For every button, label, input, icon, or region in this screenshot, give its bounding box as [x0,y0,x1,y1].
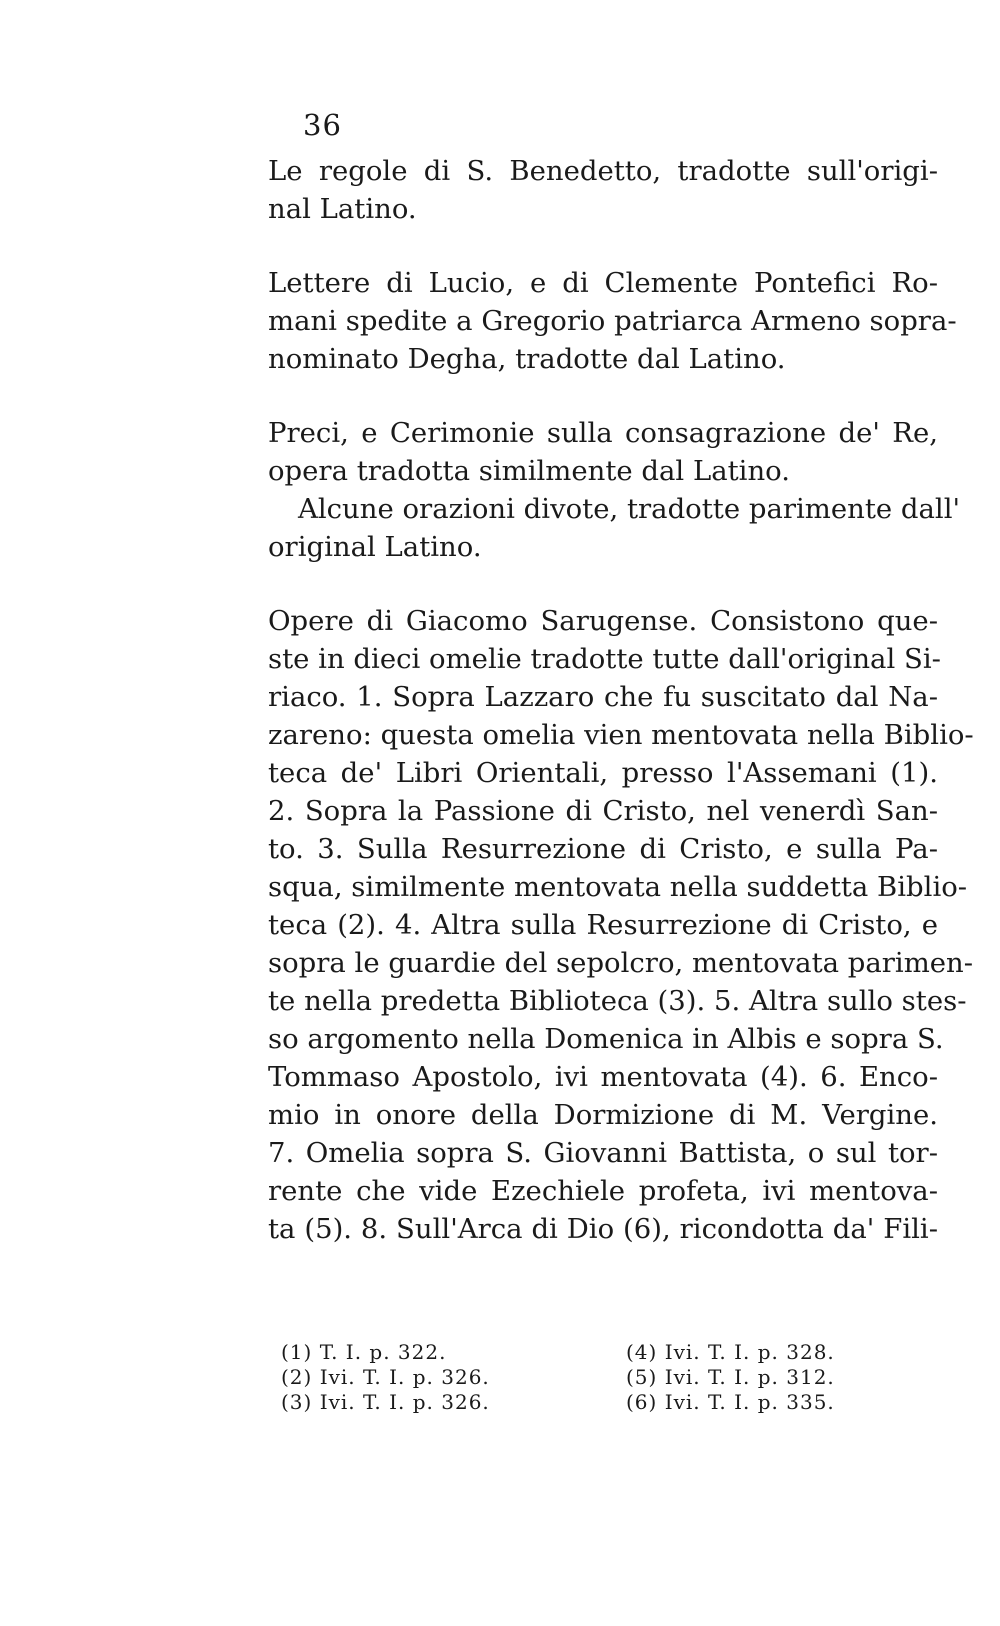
text-line: original Latino. [268,531,482,563]
text-line: riaco. 1. Sopra Lazzaro che fu suscitato dal Na- [268,681,938,713]
text-line: Alcune orazioni divote, tradotte parimente dall' [298,493,961,525]
text-line: ste in dieci omelie tradotte tutte dall'original Si- [268,643,941,675]
text-line: Tommaso Apostolo, ivi mentovata (4). 6. Enco- [268,1061,938,1093]
text-line: Lettere di Lucio, e di Clemente Pontefici Ro- [268,267,938,299]
footnote: (3) Ivi. T. I. p. 326. [281,1390,490,1414]
text-line: opera tradotta similmente dal Latino. [268,455,790,487]
text-line: 7. Omelia sopra S. Giovanni Battista, o sul tor- [268,1137,938,1169]
paragraph-regole [268,152,938,228]
footnote: (4) Ivi. T. I. p. 328. [626,1340,835,1364]
text-line: ta (5). 8. Sull'Arca di Dio (6), ricondotta da' Fili- [268,1213,938,1245]
text-line: nal Latino. [268,193,417,225]
text-line: so argomento nella Domenica in Albis e sopra S. [268,1023,944,1055]
text-line: Preci, e Cerimonie sulla consagrazione de' Re, [268,417,938,449]
text-line: mio in onore della Dormizione di M. Vergine. [268,1099,938,1131]
page-number: 36 [303,108,342,142]
text-line: nominato Degha, tradotte dal Latino. [268,343,786,375]
text-line: to. 3. Sulla Resurrezione di Cristo, e sulla Pa- [268,833,938,865]
text-line: Le regole di S. Benedetto, tradotte sull'origi- [268,155,938,187]
text-line: Opere di Giacomo Sarugense. Consistono que- [268,605,938,637]
paragraph-opere [268,602,974,1248]
paragraph-gap [268,378,938,414]
footnote: (1) T. I. p. 322. [281,1340,447,1364]
footnotes-right-column [626,1340,835,1415]
text-line: squa, similmente mentovata nella suddetta Biblio- [268,871,968,903]
text-line: 2. Sopra la Passione di Cristo, nel venerdì San- [268,795,938,827]
text-line: teca (2). 4. Altra sulla Resurrezione di Cristo, e [268,909,938,941]
footnote: (6) Ivi. T. I. p. 335. [626,1390,835,1414]
text-line: zareno: questa omelia vien mentovata nella Biblio- [268,719,974,751]
text-line: sopra le guardie del sepolcro, mentovata parimen- [268,947,974,979]
text-line: mani spedite a Gregorio patriarca Armeno sopra- [268,305,957,337]
text-line: te nella predetta Biblioteca (3). 5. Altra sullo stes- [268,985,967,1017]
footnote: (2) Ivi. T. I. p. 326. [281,1365,490,1389]
text-line: teca de' Libri Orientali, presso l'Assemani (1). [268,757,938,789]
paragraph-gap [268,228,938,264]
main-text [268,152,974,1248]
paragraph-lettere [268,264,957,378]
text-line: rente che vide Ezechiele profeta, ivi mentova- [268,1175,938,1207]
footnote: (5) Ivi. T. I. p. 312. [626,1365,835,1389]
paragraph-preci [268,414,961,566]
footnotes-left-column [281,1340,490,1415]
paragraph-gap [268,566,938,602]
